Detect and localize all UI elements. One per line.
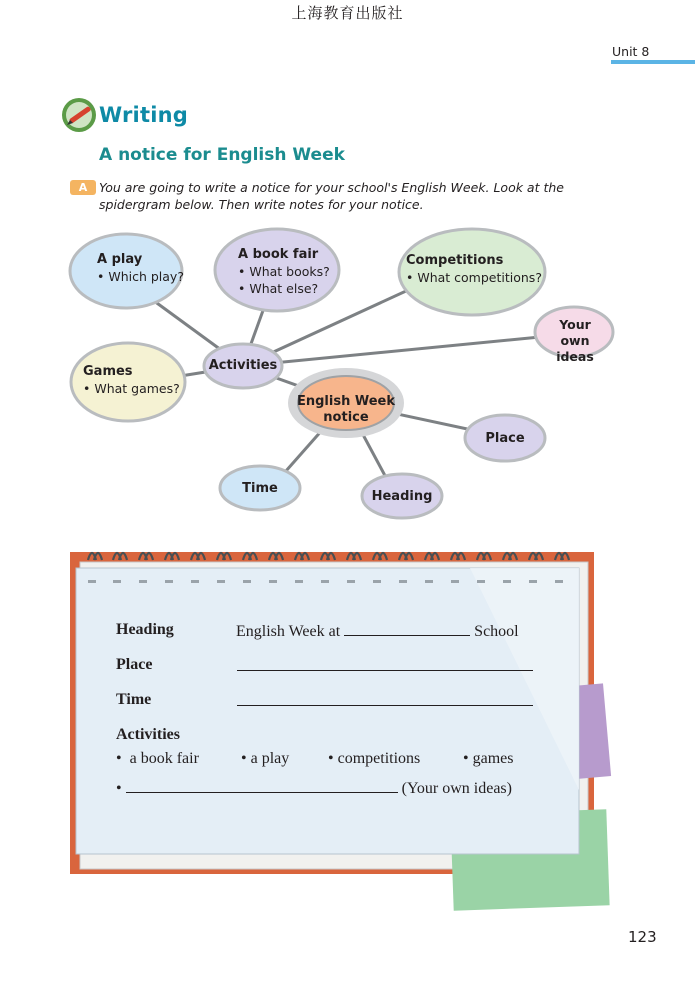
own-ideas-hint: (Your own ideas) bbox=[401, 780, 512, 797]
games-question: • What games? bbox=[83, 381, 180, 396]
task-instructions: You are going to write a notice for your school's English Week. Look at the spidergram below. Then write notes for your notice. bbox=[99, 180, 564, 212]
own-idea-line bbox=[116, 778, 512, 798]
center-line-1: English Week bbox=[296, 394, 396, 409]
bullet: • bbox=[463, 750, 469, 767]
activity-competitions-text: competitions bbox=[337, 750, 421, 767]
bullet: • bbox=[328, 750, 334, 767]
center-line-2: notice bbox=[323, 410, 369, 425]
unit-label: Unit 8 bbox=[612, 44, 650, 59]
task-badge: A bbox=[70, 180, 96, 195]
own-ideas-line-1: Your bbox=[559, 317, 591, 332]
activity-play-text: a play bbox=[250, 750, 290, 767]
competitions-title: Competitions bbox=[406, 253, 504, 268]
activity-book-fair-text: a book fair bbox=[129, 750, 199, 767]
bullet: • bbox=[116, 750, 122, 767]
notebook-time-label: Time bbox=[116, 691, 152, 708]
games-title: Games bbox=[83, 364, 133, 379]
own-ideas-line-2: own ideas bbox=[556, 333, 594, 364]
activities-label: Activities bbox=[208, 358, 278, 373]
own-ideas-text bbox=[540, 317, 610, 365]
book-fair-question-1: • What books? bbox=[238, 264, 330, 279]
a-play-question: • Which play? bbox=[97, 269, 184, 284]
heading-prefix: English Week at bbox=[236, 623, 341, 640]
games-text bbox=[83, 363, 180, 397]
activity-games bbox=[463, 750, 513, 768]
book-fair-question-2: • What else? bbox=[238, 281, 319, 296]
place-blank[interactable] bbox=[237, 670, 533, 671]
publisher-name: 上海教育出版社 bbox=[291, 4, 404, 22]
center-text bbox=[296, 394, 396, 426]
place-label: Place bbox=[485, 431, 525, 446]
notebook-illustration bbox=[0, 530, 695, 920]
notebook-heading-label: Heading bbox=[116, 621, 174, 638]
competitions-text bbox=[406, 252, 542, 286]
section-title: Writing bbox=[99, 103, 188, 127]
activity-play bbox=[241, 750, 289, 768]
heading-suffix: School bbox=[474, 623, 519, 640]
notebook-place-label: Place bbox=[116, 656, 153, 673]
activity-competitions bbox=[328, 750, 420, 768]
section-subtitle: A notice for English Week bbox=[99, 145, 345, 165]
a-play-title: A play bbox=[97, 252, 143, 267]
bullet: • bbox=[116, 780, 122, 797]
school-name-blank[interactable] bbox=[344, 621, 470, 636]
notebook-heading-line bbox=[236, 621, 519, 641]
activity-games-text: games bbox=[472, 750, 514, 767]
time-label: Time bbox=[242, 481, 278, 496]
bullet: • bbox=[241, 750, 247, 767]
own-idea-blank[interactable] bbox=[126, 778, 398, 793]
a-play-text bbox=[97, 251, 184, 285]
heading-label: Heading bbox=[371, 489, 433, 504]
book-fair-title: A book fair bbox=[238, 247, 319, 262]
competitions-question: • What competitions? bbox=[406, 270, 542, 285]
book-fair-text bbox=[238, 246, 330, 297]
notebook-activities-label: Activities bbox=[116, 726, 180, 743]
activity-book-fair bbox=[116, 750, 199, 768]
page-number: 123 bbox=[628, 928, 657, 946]
time-blank[interactable] bbox=[237, 705, 533, 706]
